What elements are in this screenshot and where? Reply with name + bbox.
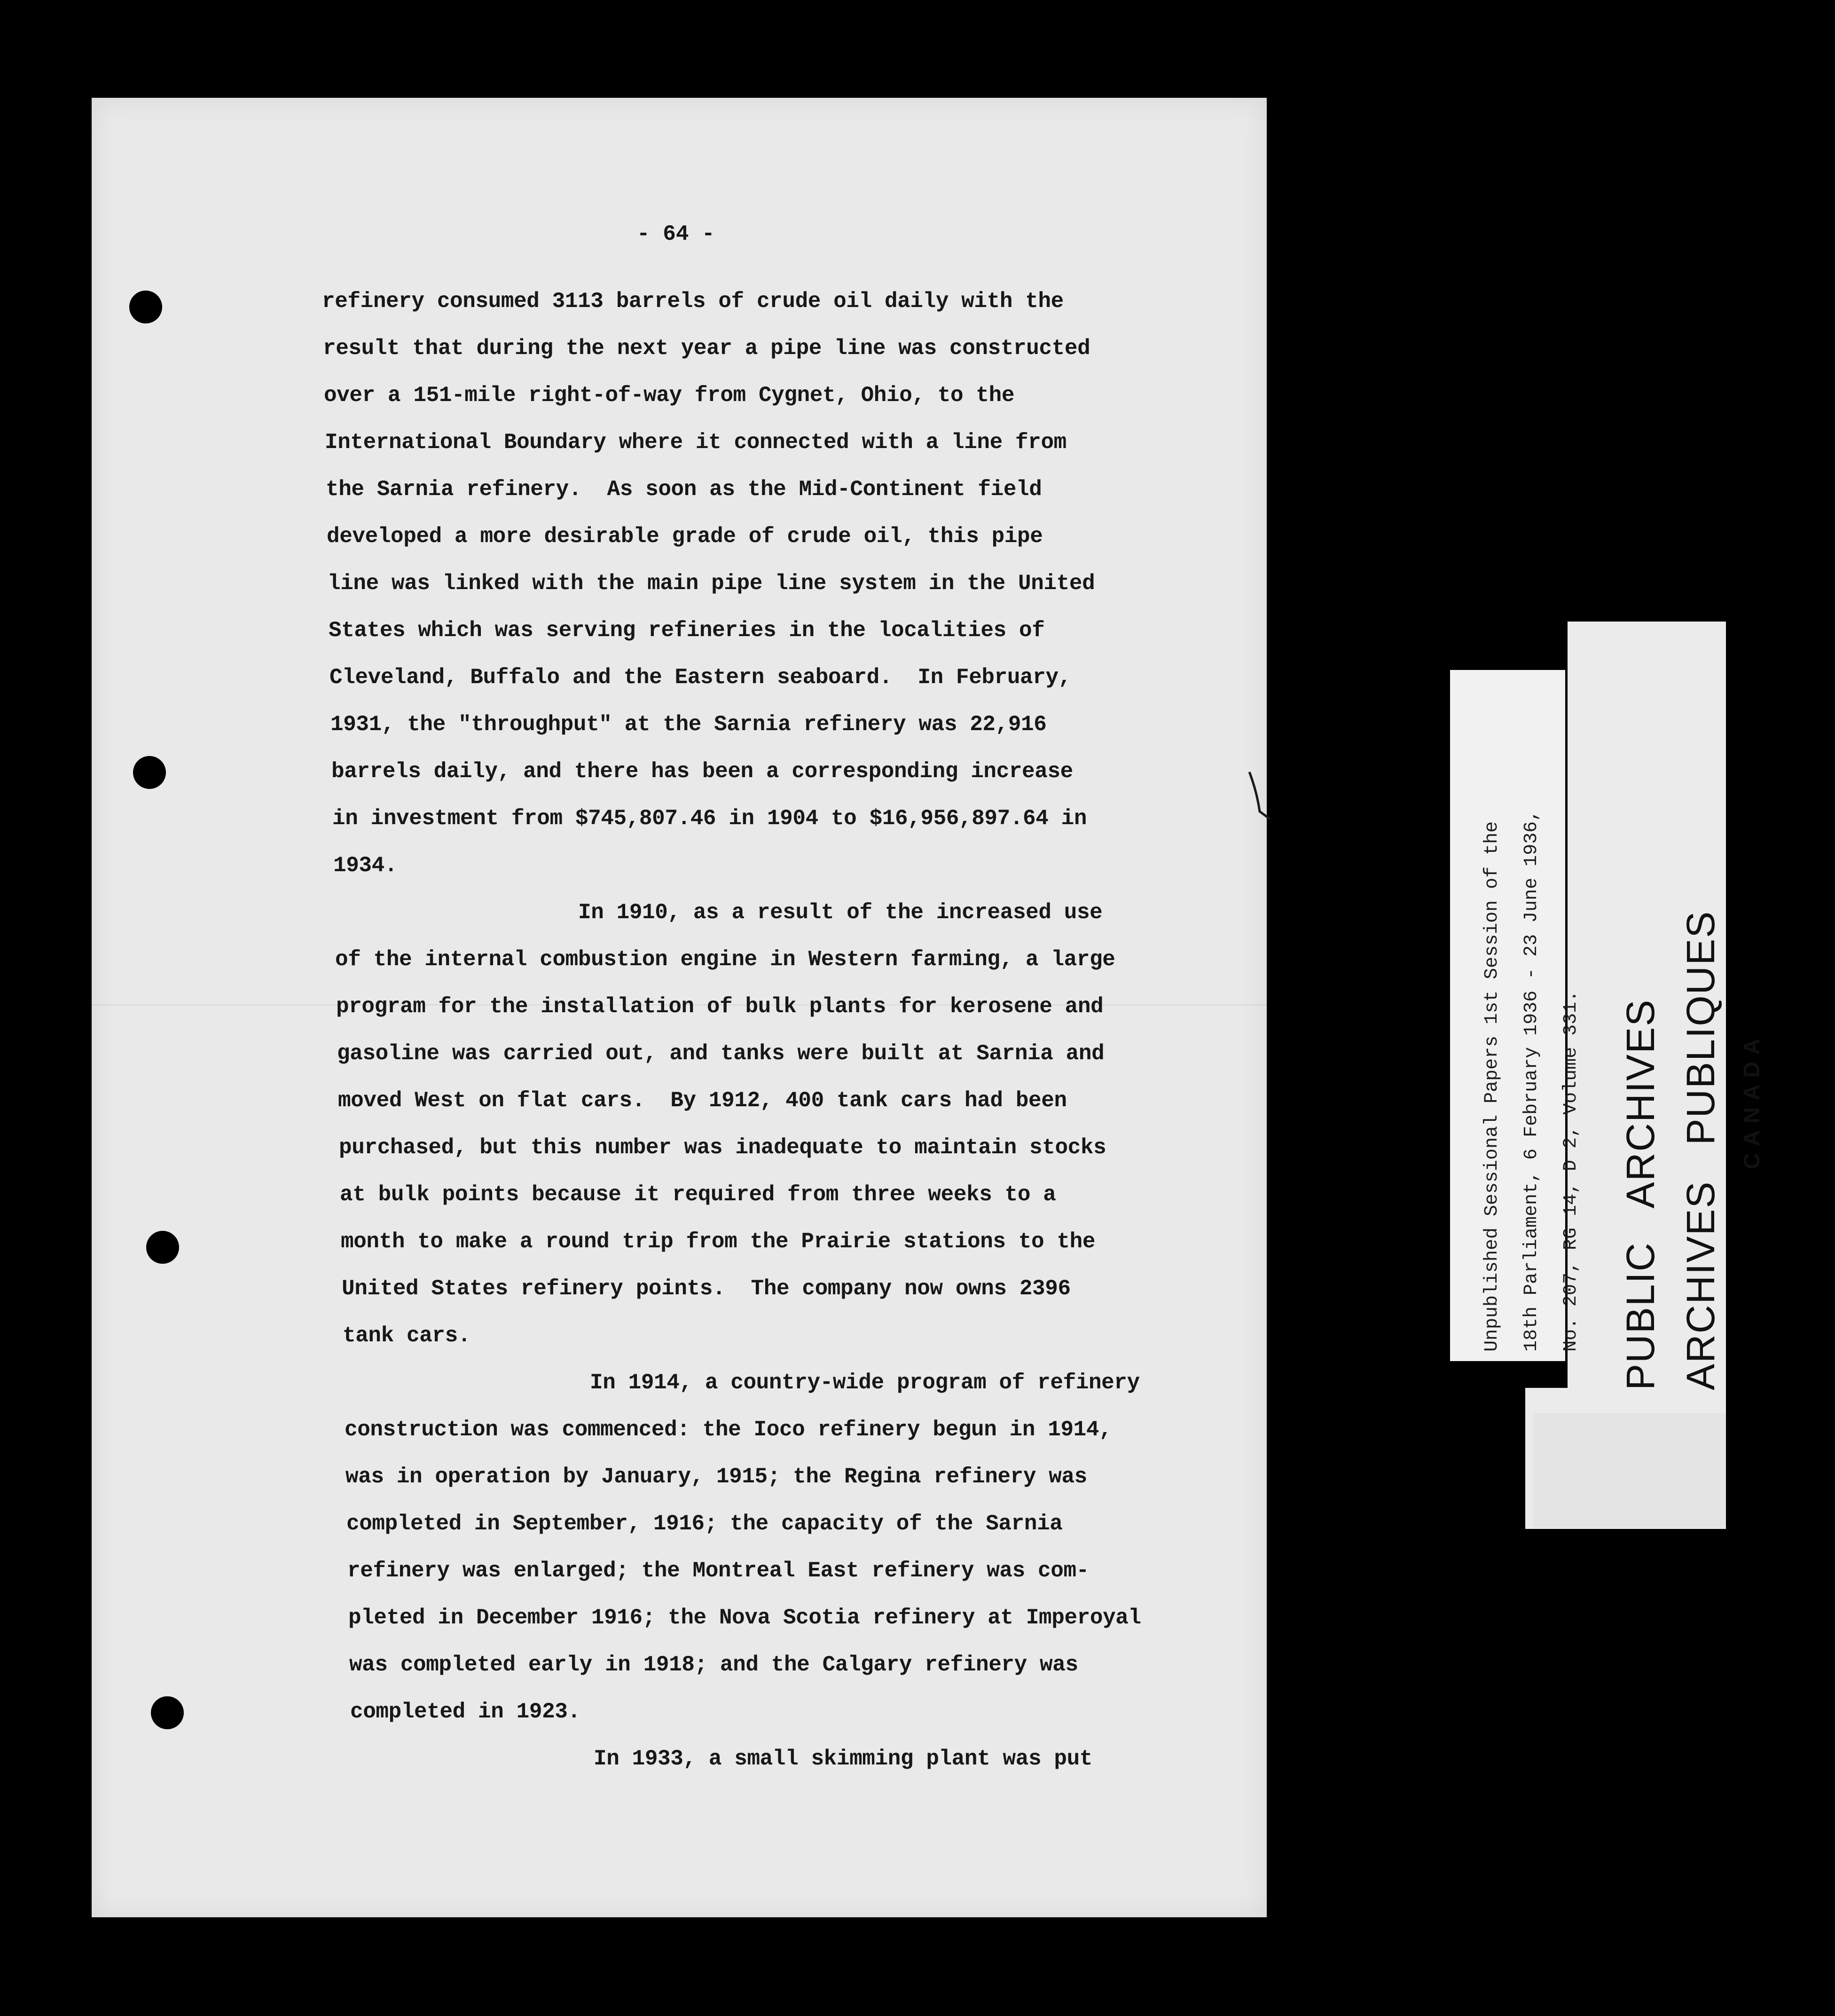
stamp-line: ARCHIVES PUBLIQUES <box>1678 910 1723 1390</box>
text-line: program for the installation of bulk plants for kerosene and <box>336 994 1104 1019</box>
text-line: United States refinery points. The company now owns 2396 <box>342 1276 1071 1301</box>
archive-caption <box>1464 679 1582 1352</box>
caption-line: Unpublished Sessional Papers 1st Session of the <box>1482 821 1503 1352</box>
text-line: construction was commenced: the Ioco refinery begun in 1914, <box>345 1418 1112 1442</box>
text-line: at bulk points because it required from three weeks to a <box>340 1182 1056 1207</box>
text-line: gasoline was carried out, and tanks were built at Sarnia and <box>337 1041 1105 1066</box>
text-line: the Sarnia refinery. As soon as the Mid-Continent field <box>326 477 1042 502</box>
text-line: result that during the next year a pipe line was constructed <box>323 336 1090 361</box>
text-line: line was linked with the main pipe line system in the United <box>328 571 1095 596</box>
archive-stamp <box>1602 671 1764 1390</box>
text-line: In 1910, as a result of the increased use <box>578 900 1103 925</box>
text-line: was in operation by January, 1915; the Regina refinery was <box>345 1465 1087 1489</box>
typed-page <box>92 98 1267 1917</box>
page-number: - 64 - <box>637 222 715 246</box>
caption-line: 18th Parliament, 6 February 1936 - 23 June 1936, <box>1521 810 1542 1352</box>
handwritten-margin-mark <box>1246 770 1274 822</box>
caption-line: No. 207, RG 14, D 2, Volume 331. <box>1561 990 1582 1352</box>
text-line: tank cars. <box>343 1323 471 1348</box>
text-line: refinery was enlarged; the Montreal East refinery was com- <box>347 1559 1089 1583</box>
text-line: refinery consumed 3113 barrels of crude oil daily with the <box>322 289 1064 314</box>
stamp-country: CANADA <box>1740 1032 1764 1169</box>
stamp-line: PUBLIC ARCHIVES <box>1618 999 1662 1390</box>
text-line: in investment from $745,807.46 in 1904 to $16,956,897.64 in <box>332 806 1087 831</box>
text-line: of the internal combustion engine in Western farming, a large <box>335 947 1115 972</box>
punch-hole <box>133 756 166 789</box>
text-line: purchased, but this number was inadequate to maintain stocks <box>339 1135 1106 1160</box>
text-line: over a 151-mile right-of-way from Cygnet, Ohio, to the <box>324 383 1015 408</box>
punch-hole <box>129 291 162 323</box>
text-line: developed a more desirable grade of crude oil, this pipe <box>327 524 1043 549</box>
text-line: month to make a round trip from the Prairie stations to the <box>341 1229 1096 1254</box>
label-stub <box>1533 1413 1726 1528</box>
text-line: In 1914, a country-wide program of refinery <box>590 1370 1140 1395</box>
text-line: completed in 1923. <box>350 1700 580 1724</box>
text-line: completed in September, 1916; the capacity of the Sarnia <box>346 1512 1063 1536</box>
text-line: Cleveland, Buffalo and the Eastern seaboard. In February, <box>329 665 1071 690</box>
text-line: 1931, the "throughput" at the Sarnia refinery was 22,916 <box>330 712 1047 737</box>
text-line: moved West on flat cars. By 1912, 400 tank cars had been <box>338 1088 1067 1113</box>
text-line: pleted in December 1916; the Nova Scotia refinery at Imperoyal <box>348 1606 1141 1630</box>
text-line: 1934. <box>333 853 398 878</box>
text-line: International Boundary where it connected with a line from <box>325 430 1066 455</box>
text-line: States which was serving refineries in the localities of <box>329 618 1045 643</box>
text-line: barrels daily, and there has been a corresponding increase <box>331 759 1073 784</box>
punch-hole <box>146 1231 179 1264</box>
text-line: was completed early in 1918; and the Calgary refinery was <box>349 1653 1078 1677</box>
archive-caption-slip <box>1450 670 1582 1361</box>
text-line: In 1933, a small skimming plant was put <box>594 1747 1092 1771</box>
punch-hole <box>151 1696 184 1729</box>
